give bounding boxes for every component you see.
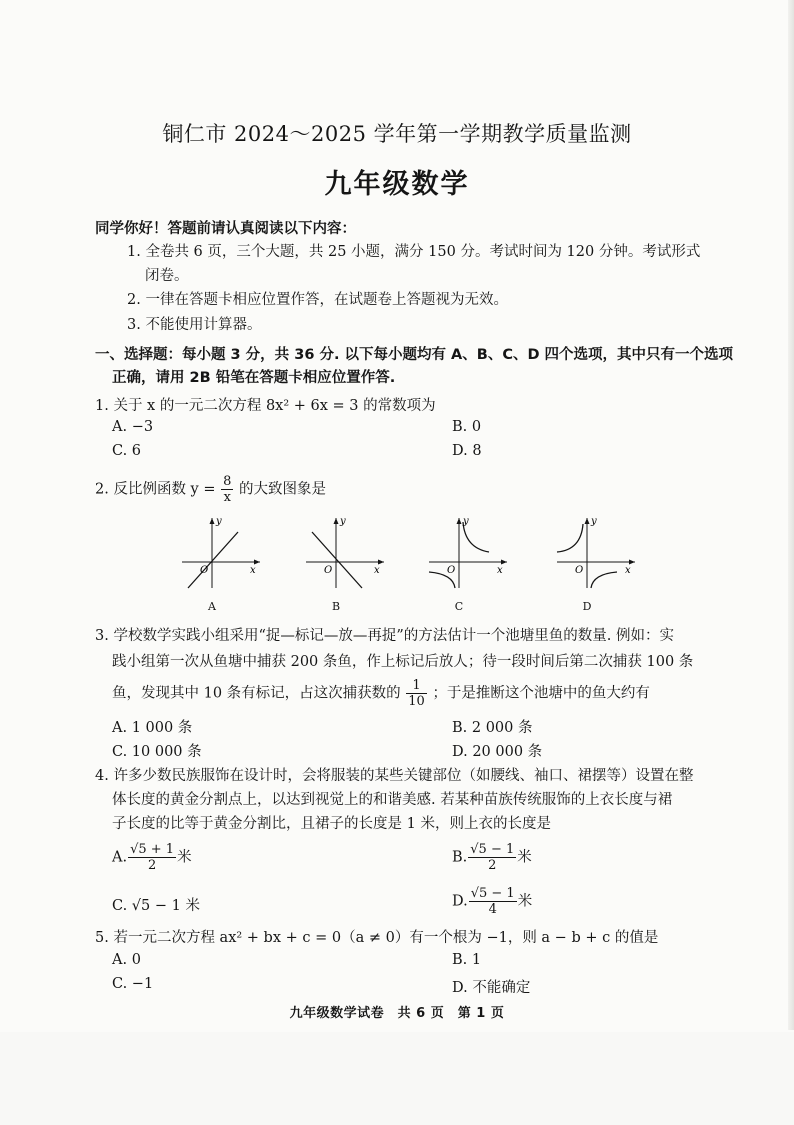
graph-c-origin-label: O (447, 565, 456, 576)
question-4-option-a-prefix: A. (112, 849, 128, 866)
graph-option-a (178, 512, 264, 592)
graph-b-y-label: y (340, 516, 346, 527)
graph-a-origin-label: O (200, 565, 209, 576)
section-1-heading-line2: 正确，请用 2B 铅笔在答题卡相应位置作答. (112, 370, 396, 386)
question-4-line2: 体长度的黄金分割点上，以达到视觉上的和谐美感. 若某种苗族传统服饰的上衣长度与裙 (112, 792, 673, 808)
question-3-option-d: D. 20 000 条 (452, 744, 543, 760)
instruction-2: 2. 一律在答题卡相应位置作答，在试题卷上答题视为无效。 (127, 292, 508, 308)
exam-title: 铜仁市 2024～2025 学年第一学期教学质量监测 (162, 122, 632, 146)
graph-option-d (553, 512, 639, 592)
question-4-option-a-unit: 米 (177, 849, 192, 866)
question-4-option-c: C. √5 − 1 米 (112, 898, 200, 914)
question-4-option-a-fraction (128, 842, 176, 873)
question-2-stem-after: 的大致图象是 (239, 481, 327, 498)
question-4-option-a-denominator: 2 (147, 858, 157, 873)
instruction-1-line2: 闭卷。 (145, 268, 189, 284)
question-1-option-a: A. −3 (112, 419, 154, 435)
exam-subtitle: 九年级数学 (324, 169, 470, 200)
question-5-option-c: C. −1 (112, 976, 154, 992)
instruction-3: 3. 不能使用计算器。 (127, 317, 262, 333)
graph-a-x-label: x (250, 565, 256, 576)
graph-c-x-label: x (497, 565, 503, 576)
question-1-option-b: B. 0 (452, 419, 482, 435)
question-4-line3: 子长度的比等于黄金分割比，且裙子的长度是 1 米，则上衣的长度是 (112, 816, 551, 832)
graph-d-x-label: x (625, 565, 631, 576)
question-5-option-d: D. 不能确定 (452, 980, 531, 996)
graph-a-y-label: y (216, 516, 222, 527)
question-2-stem (95, 474, 326, 505)
question-2-stem-before: 2. 反比例函数 y = (95, 481, 216, 498)
scan-bottom-margin (0, 1032, 794, 1125)
graph-option-b (302, 512, 388, 592)
graph-d-y-label: y (591, 516, 597, 527)
question-3-option-a: A. 1 000 条 (112, 720, 193, 736)
graph-b-x-label: x (374, 565, 380, 576)
question-3-fraction-numerator: 1 (406, 678, 427, 694)
question-4-option-d-prefix: D. (452, 893, 468, 910)
graph-b-label: B (331, 600, 341, 613)
instructions-greeting: 同学你好！答题前请认真阅读以下内容： (95, 221, 356, 237)
question-3-fraction (406, 678, 427, 709)
question-4-option-b-unit: 米 (517, 849, 532, 866)
question-3-line2: 践小组第一次从鱼塘中捕获 200 条鱼，作上标记后放人；待一段时间后第二次捕获 100 条 (112, 654, 694, 670)
question-4-option-d-fraction (469, 886, 517, 917)
question-1-option-c: C. 6 (112, 443, 142, 459)
question-3-line3 (112, 678, 650, 709)
question-4-option-a (112, 842, 192, 873)
question-2-fraction (221, 474, 233, 505)
graph-option-c (425, 512, 511, 592)
question-2-fraction-numerator: 8 (223, 474, 232, 489)
question-3-line1: 3. 学校数学实践小组采用“捉—标记—放—再捉”的方法估计一个池塘里鱼的数量. 例如：实 (95, 628, 674, 644)
question-4-option-b-fraction (468, 842, 516, 873)
section-1-heading-line1: 一、选择题：每小题 3 分，共 36 分. 以下每小题均有 A、B、C、D 四个选项，其中只有一个选项 (95, 347, 734, 363)
question-3-option-c: C. 10 000 条 (112, 744, 202, 760)
question-4-option-b-denominator: 2 (488, 858, 497, 873)
question-4-option-b (452, 842, 532, 873)
question-5-stem: 5. 若一元二次方程 ax² + bx + c = 0（a ≠ 0）有一个根为 −1，则 a − b + c 的值是 (95, 930, 659, 946)
question-4-option-d-numerator: √5 − 1 (470, 886, 515, 901)
question-4-option-b-numerator: √5 − 1 (470, 842, 515, 857)
question-4-line1: 4. 许多少数民族服饰在设计时，会将服装的某些关键部位（如腰线、袖口、裙摆等）设置在整 (95, 768, 694, 784)
question-3-line3-after: ；于是推断这个池塘中的鱼大约有 (432, 685, 650, 702)
question-4-option-b-prefix: B. (452, 849, 468, 866)
question-3-line3-before: 鱼，发现其中 10 条有标记，占这次捕获数的 (112, 685, 401, 702)
question-5-option-b: B. 1 (452, 952, 482, 968)
question-4-option-d (452, 886, 532, 917)
instruction-1-line1: 1. 全卷共 6 页，三个大题，共 25 小题，满分 150 分。考试时间为 120 分钟。考试形式 (127, 244, 701, 260)
scan-edge-shadow (788, 0, 794, 1030)
graph-d-label: D (582, 600, 592, 613)
graph-b-origin-label: O (324, 565, 333, 576)
question-4-option-a-numerator: √5 + 1 (130, 842, 175, 857)
page-footer: 九年级数学试卷 共 6 页 第 1 页 (289, 1006, 505, 1021)
question-2-fraction-denominator: x (223, 490, 231, 505)
question-4-option-d-denominator: 4 (488, 902, 497, 917)
graph-c-y-label: y (463, 516, 469, 527)
question-1-stem: 1. 关于 x 的一元二次方程 8x² + 6x = 3 的常数项为 (95, 398, 436, 414)
question-3-fraction-denominator: 10 (408, 694, 425, 709)
graph-d-origin-label: O (575, 565, 584, 576)
graph-c-label: C (454, 600, 464, 613)
graph-a-label: A (208, 600, 216, 613)
question-4-option-d-unit: 米 (517, 893, 533, 910)
question-1-option-d: D. 8 (452, 443, 482, 459)
question-3-option-b: B. 2 000 条 (452, 720, 533, 736)
question-5-option-a: A. 0 (112, 952, 141, 968)
